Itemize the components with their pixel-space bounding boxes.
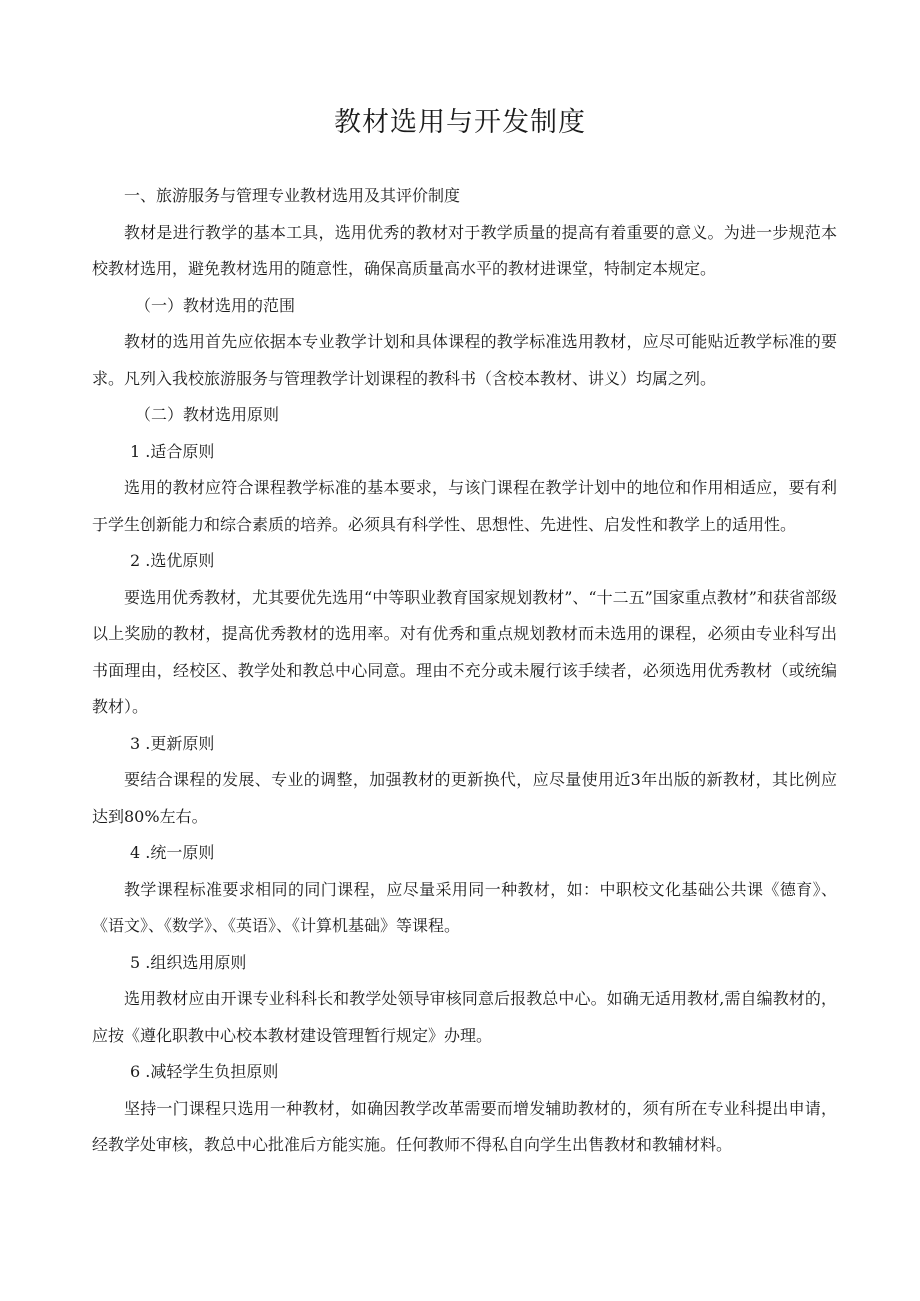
subsection-heading-scope: （一）教材选用的范围 [135,295,296,315]
principle-heading: 6 .减轻学生负担原则 [130,1062,279,1081]
principle-heading: 5 .组织选用原则 [130,952,247,972]
document-title: 教材选用与开发制度 [334,107,586,138]
scope-paragraph: 教材的选用首先应依据本专业教学计划和具体课程的教学标准选用教材，应尽可能贴近教学标准的要求。凡列入我校旅游服务与管理教学计划课程的教科书（含校本教材、讲义）均属之列。 [92,332,837,388]
principle-text: 选用教材应由开课专业科科长和教学处领导审核同意后报教总中心。如确无适用教材,需自编教材的，应按《遵化职教中心校本教材建设管理暂行规定》办理。 [92,989,837,1045]
subsection-heading-principles: （二）教材选用原则 [135,405,280,424]
principle-text: 教学课程标准要求相同的同门课程，应尽量采用同一种教材，如：中职校文化基础公共课《德育》、《语文》、《数学》、《英语》、《计算机基础》等课程。 [92,879,837,935]
intro-paragraph: 教材是进行教学的基本工具，选用优秀的教材对于教学质量的提高有着重要的意义。为进一步规范本校教材选用，避免教材选用的随意性，确保高质量高水平的教材进课堂，特制定本规定。 [92,222,837,278]
section-heading: 一、旅游服务与管理专业教材选用及其评价制度 [124,186,461,205]
principle-heading: 4 .统一原则 [130,843,215,862]
principle-heading: 2 .选优原则 [130,551,215,570]
principle-text: 坚持一门课程只选用一种教材，如确因教学改革需要而增发辅助教材的，须有所在专业科提出申请，经教学处审核，教总中心批准后方能实施。任何教师不得私自向学生出售教材和教辅材料。 [92,1098,837,1154]
principle-heading: 1 .适合原则 [130,441,215,461]
principle-text: 要结合课程的发展、专业的调整，加强教材的更新换代，应尽量使用近3年出版的新教材，其比例应达到80%左右。 [92,770,837,826]
principle-text: 要选用优秀教材，尤其要优先选用“中等职业教育国家规划教材”、“十二五”国家重点教材”和获省部级以上奖励的教材，提高优秀教材的选用率。对有优秀和重点规划教材而未选用的课程，必须由专业科写出书面理由，经校区、教学处和教总中心同意。理由不充分或未履行该手续者，必须选用优秀教材（或统编教材）。 [92,587,837,716]
principle-heading: 3 .更新原则 [130,733,215,753]
principle-text: 选用的教材应符合课程教学标准的基本要求，与该门课程在教学计划中的地位和作用相适应，要有利于学生创新能力和综合素质的培养。必须具有科学性、思想性、先进性、启发性和教学上的适用性。 [92,478,837,534]
document-body [92,178,837,1164]
